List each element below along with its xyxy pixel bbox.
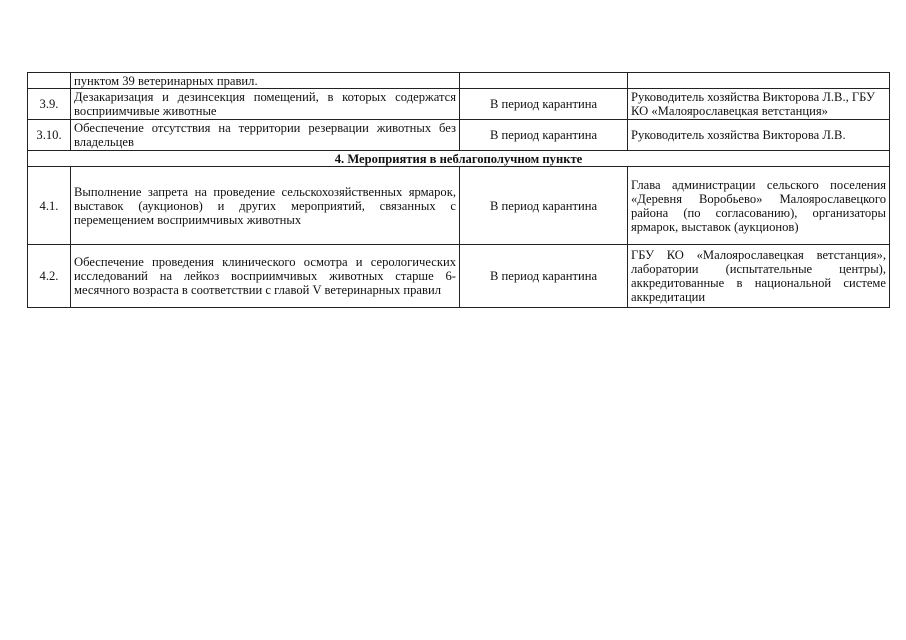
row-number: 4.1. [28, 167, 71, 245]
row-number: 3.10. [28, 120, 71, 151]
measure-term: В период карантина [460, 167, 628, 245]
measure-responsible: ГБУ КО «Малоярославецкая ветстанция», лаборатории (испытательные центры), аккредитованные в национальной системе аккредитации [628, 245, 890, 308]
measure-description: Обеспечение проведения клинического осмотра и серологических исследований на лейкоз восприимчивых животных старше 6-месячного возраста в соответствии с главой V ветеринарных правил [71, 245, 460, 308]
measure-term: В период карантина [460, 245, 628, 308]
measure-description: Обеспечение отсутствия на территории резервации животных без владельцев [71, 120, 460, 151]
measure-responsible [628, 73, 890, 89]
table-row [28, 167, 890, 245]
measures-table [27, 72, 890, 308]
row-number: 3.9. [28, 89, 71, 120]
measure-responsible: Руководитель хозяйства Викторова Л.В., ГБУ КО «Малоярославецкая ветстанция» [628, 89, 890, 120]
table-row [28, 120, 890, 151]
measure-responsible: Глава администрации сельского поселения «Деревня Воробьево» Малоярославецкого района (по согласованию), организаторы ярмарок, выставок (аукционов) [628, 167, 890, 245]
table-row [28, 89, 890, 120]
section-title: 4. Мероприятия в неблагополучном пункте [28, 151, 890, 167]
row-number [28, 73, 71, 89]
table-row [28, 245, 890, 308]
measure-responsible: Руководитель хозяйства Викторова Л.В. [628, 120, 890, 151]
measure-description: пунктом 39 ветеринарных правил. [71, 73, 460, 89]
measure-description: Выполнение запрета на проведение сельскохозяйственных ярмарок, выставок (аукционов) и других мероприятий, связанных с перемещением восприимчивых животных [71, 167, 460, 245]
measure-term: В период карантина [460, 120, 628, 151]
measure-term: В период карантина [460, 89, 628, 120]
table-row [28, 73, 890, 89]
section-header-row [28, 151, 890, 167]
measure-term [460, 73, 628, 89]
row-number: 4.2. [28, 245, 71, 308]
measure-description: Дезакаризация и дезинсекция помещений, в которых содержатся восприимчивые животные [71, 89, 460, 120]
